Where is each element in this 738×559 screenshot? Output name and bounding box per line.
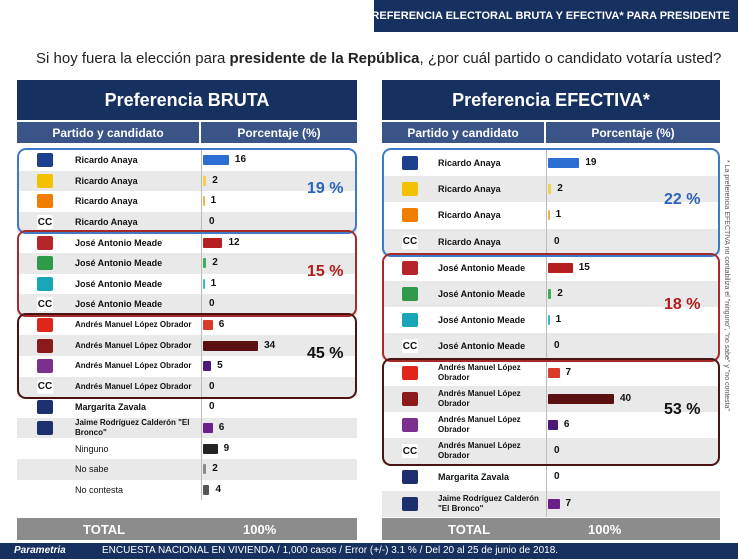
question-prefix: Si hoy fuera la elección para: [36, 50, 230, 67]
group-total-label: 19 %: [307, 180, 344, 198]
table-row: [17, 397, 357, 418]
bar-value-label: 1: [555, 314, 562, 326]
column-divider: [201, 397, 202, 418]
bar-value-label: 0: [209, 380, 215, 392]
party-logo-icon: CC: [402, 236, 418, 248]
bar-value-label: 16: [234, 154, 247, 166]
bar-value-label: 2: [557, 183, 563, 195]
bar-value-label: 2: [212, 257, 218, 269]
column-divider: [201, 438, 202, 459]
side-note: * La preferencia EFECTIVA no contabiliza el "ninguno", "no sabe" y "no contesta": [723, 160, 730, 411]
bar-value-label: 6: [563, 419, 570, 431]
candidate-name: Ricardo Anaya: [75, 155, 138, 166]
candidate-name: Ricardo Anaya: [75, 217, 138, 228]
bar-value-label: 15: [578, 261, 590, 273]
total-label: TOTAL: [83, 522, 126, 537]
party-logo-icon: [37, 421, 53, 435]
bar-value-label: 1: [210, 195, 217, 207]
candidate-name: Ricardo Anaya: [438, 158, 501, 169]
question-bold: presidente de la República: [229, 50, 420, 67]
candidate-name: José Antonio Meade: [438, 262, 526, 273]
footer-text: ENCUESTA NACIONAL EN VIVIENDA / 1,000 casos / Error (+/-) 3.1 % / Del 20 al 25 de junio de 2018.: [102, 545, 559, 556]
bar-value-label: 2: [212, 463, 218, 475]
bar-value-label: 2: [212, 174, 218, 186]
candidate-name: Ricardo Anaya: [75, 175, 138, 186]
table-row: [17, 480, 357, 501]
chart-title: Preferencia EFECTIVA*: [382, 80, 720, 120]
candidate-name: Ricardo Anaya: [438, 236, 501, 247]
candidate-name: Andrés Manuel López Obrador: [75, 340, 192, 350]
group-total-label: 53 %: [664, 401, 701, 418]
candidate-name: José Antonio Meade: [75, 258, 163, 269]
bar-value-label: 40: [620, 392, 632, 404]
bar-value-label: 1: [210, 277, 217, 289]
candidate-name: Ricardo Anaya: [75, 196, 138, 207]
bar-value-label: 34: [264, 339, 276, 351]
bar-value-label: 0: [209, 216, 215, 228]
bar: [203, 485, 209, 495]
bar: [203, 423, 213, 433]
candidate-name: Andrés Manuel López Obrador: [438, 362, 521, 382]
candidate-name: José Antonio Meade: [75, 237, 163, 248]
footer-brand: Parametria: [14, 545, 66, 556]
bar-value-label: 4: [215, 483, 222, 495]
candidate-name: Ninguno: [75, 443, 109, 454]
party-logo-icon: CC: [37, 216, 53, 228]
chart-panel-efectiva: [382, 80, 720, 540]
party-logo-icon: CC: [37, 381, 53, 393]
total-row: [382, 518, 720, 540]
candidate-name: No sabe: [75, 464, 109, 475]
group-frame: [17, 148, 357, 234]
party-logo-icon: [37, 400, 53, 414]
candidate-name: José Antonio Meade: [438, 315, 526, 326]
column-header-party: Partido y candidato: [17, 122, 199, 143]
total-value: 100%: [588, 522, 622, 537]
header-title: PREFERENCIA ELECTORAL BRUTA Y EFECTIVA* PARA PRESIDENTE: [364, 10, 730, 22]
bar-value-label: 7: [565, 366, 572, 378]
column-header-percent: Porcentaje (%): [546, 122, 720, 143]
bar: [548, 499, 560, 509]
group-total-label: 15 %: [307, 262, 344, 280]
bar-value-label: 7: [565, 497, 572, 509]
chart-title: Preferencia BRUTA: [17, 80, 357, 120]
candidate-name: Margarita Zavala: [438, 472, 510, 483]
group-total-label: 45 %: [307, 345, 344, 362]
table-row: [17, 418, 357, 439]
candidate-name: Andrés Manuel López Obrador: [438, 441, 521, 461]
candidate-name: José Antonio Meade: [75, 278, 163, 289]
candidate-name: José Antonio Meade: [438, 341, 526, 352]
group-total-label: 22 %: [664, 191, 701, 209]
candidate-name: José Antonio Meade: [75, 299, 163, 310]
bar: [203, 444, 218, 454]
candidate-name: Jaime Rodríguez Calderón "El Bronco": [75, 418, 190, 438]
group-frame: [17, 313, 357, 399]
bar-value-label: 1: [555, 209, 562, 221]
party-logo-icon: CC: [402, 445, 418, 457]
column-divider: [546, 491, 547, 517]
table-row: [17, 459, 357, 480]
bar-value-label: 0: [554, 445, 560, 457]
bar-value-label: 0: [554, 471, 560, 483]
bar-value-label: 2: [557, 288, 563, 300]
chart-panel-bruta: [17, 80, 357, 540]
column-divider: [201, 418, 202, 439]
group-frame: [17, 230, 357, 316]
table-row: [382, 464, 720, 490]
candidate-name: Jaime Rodríguez Calderón "El Bronco": [438, 493, 539, 513]
party-logo-icon: [402, 470, 418, 484]
question-suffix: , ¿por cuál partido o candidato votaría usted?: [419, 50, 722, 67]
header-bar: [364, 0, 738, 32]
candidate-name: Ricardo Anaya: [438, 184, 501, 195]
candidate-name: Andrés Manuel López Obrador: [75, 381, 192, 391]
bar-value-label: 0: [209, 401, 215, 413]
candidate-name: Ricardo Anaya: [438, 210, 501, 221]
survey-question: [36, 50, 721, 67]
group-total-label: 18 %: [664, 296, 701, 314]
bar-value-label: 6: [218, 422, 225, 434]
column-divider: [201, 459, 202, 480]
bar-value-label: 0: [554, 340, 560, 352]
column-divider: [201, 480, 202, 501]
total-value: 100%: [243, 522, 277, 537]
footer-bar: [0, 543, 738, 559]
column-header-percent: Porcentaje (%): [201, 122, 357, 143]
party-logo-icon: [402, 497, 418, 511]
bar-value-label: 5: [217, 360, 223, 372]
total-row: [17, 518, 357, 540]
column-header-party: Partido y candidato: [382, 122, 544, 143]
candidate-name: No contesta: [75, 484, 124, 495]
bar: [203, 464, 206, 474]
bar-value-label: 19: [585, 157, 597, 169]
candidate-name: Andrés Manuel López Obrador: [438, 415, 521, 435]
bar-value-label: 9: [223, 442, 230, 454]
bar-value-label: 6: [218, 319, 225, 331]
party-logo-icon: CC: [37, 298, 53, 310]
table-row: [17, 438, 357, 459]
column-divider: [546, 464, 547, 490]
table-row: [382, 491, 720, 517]
candidate-name: José Antonio Meade: [438, 289, 526, 300]
party-logo-icon: CC: [402, 340, 418, 352]
candidate-name: Andrés Manuel López Obrador: [438, 388, 521, 408]
bar-value-label: 12: [228, 236, 240, 248]
total-label: TOTAL: [448, 522, 491, 537]
candidate-name: Andrés Manuel López Obrador: [75, 361, 192, 371]
candidate-name: Andrés Manuel López Obrador: [75, 320, 192, 330]
candidate-name: Margarita Zavala: [75, 402, 147, 413]
bar-value-label: 0: [554, 235, 560, 247]
bar-value-label: 0: [209, 298, 215, 310]
